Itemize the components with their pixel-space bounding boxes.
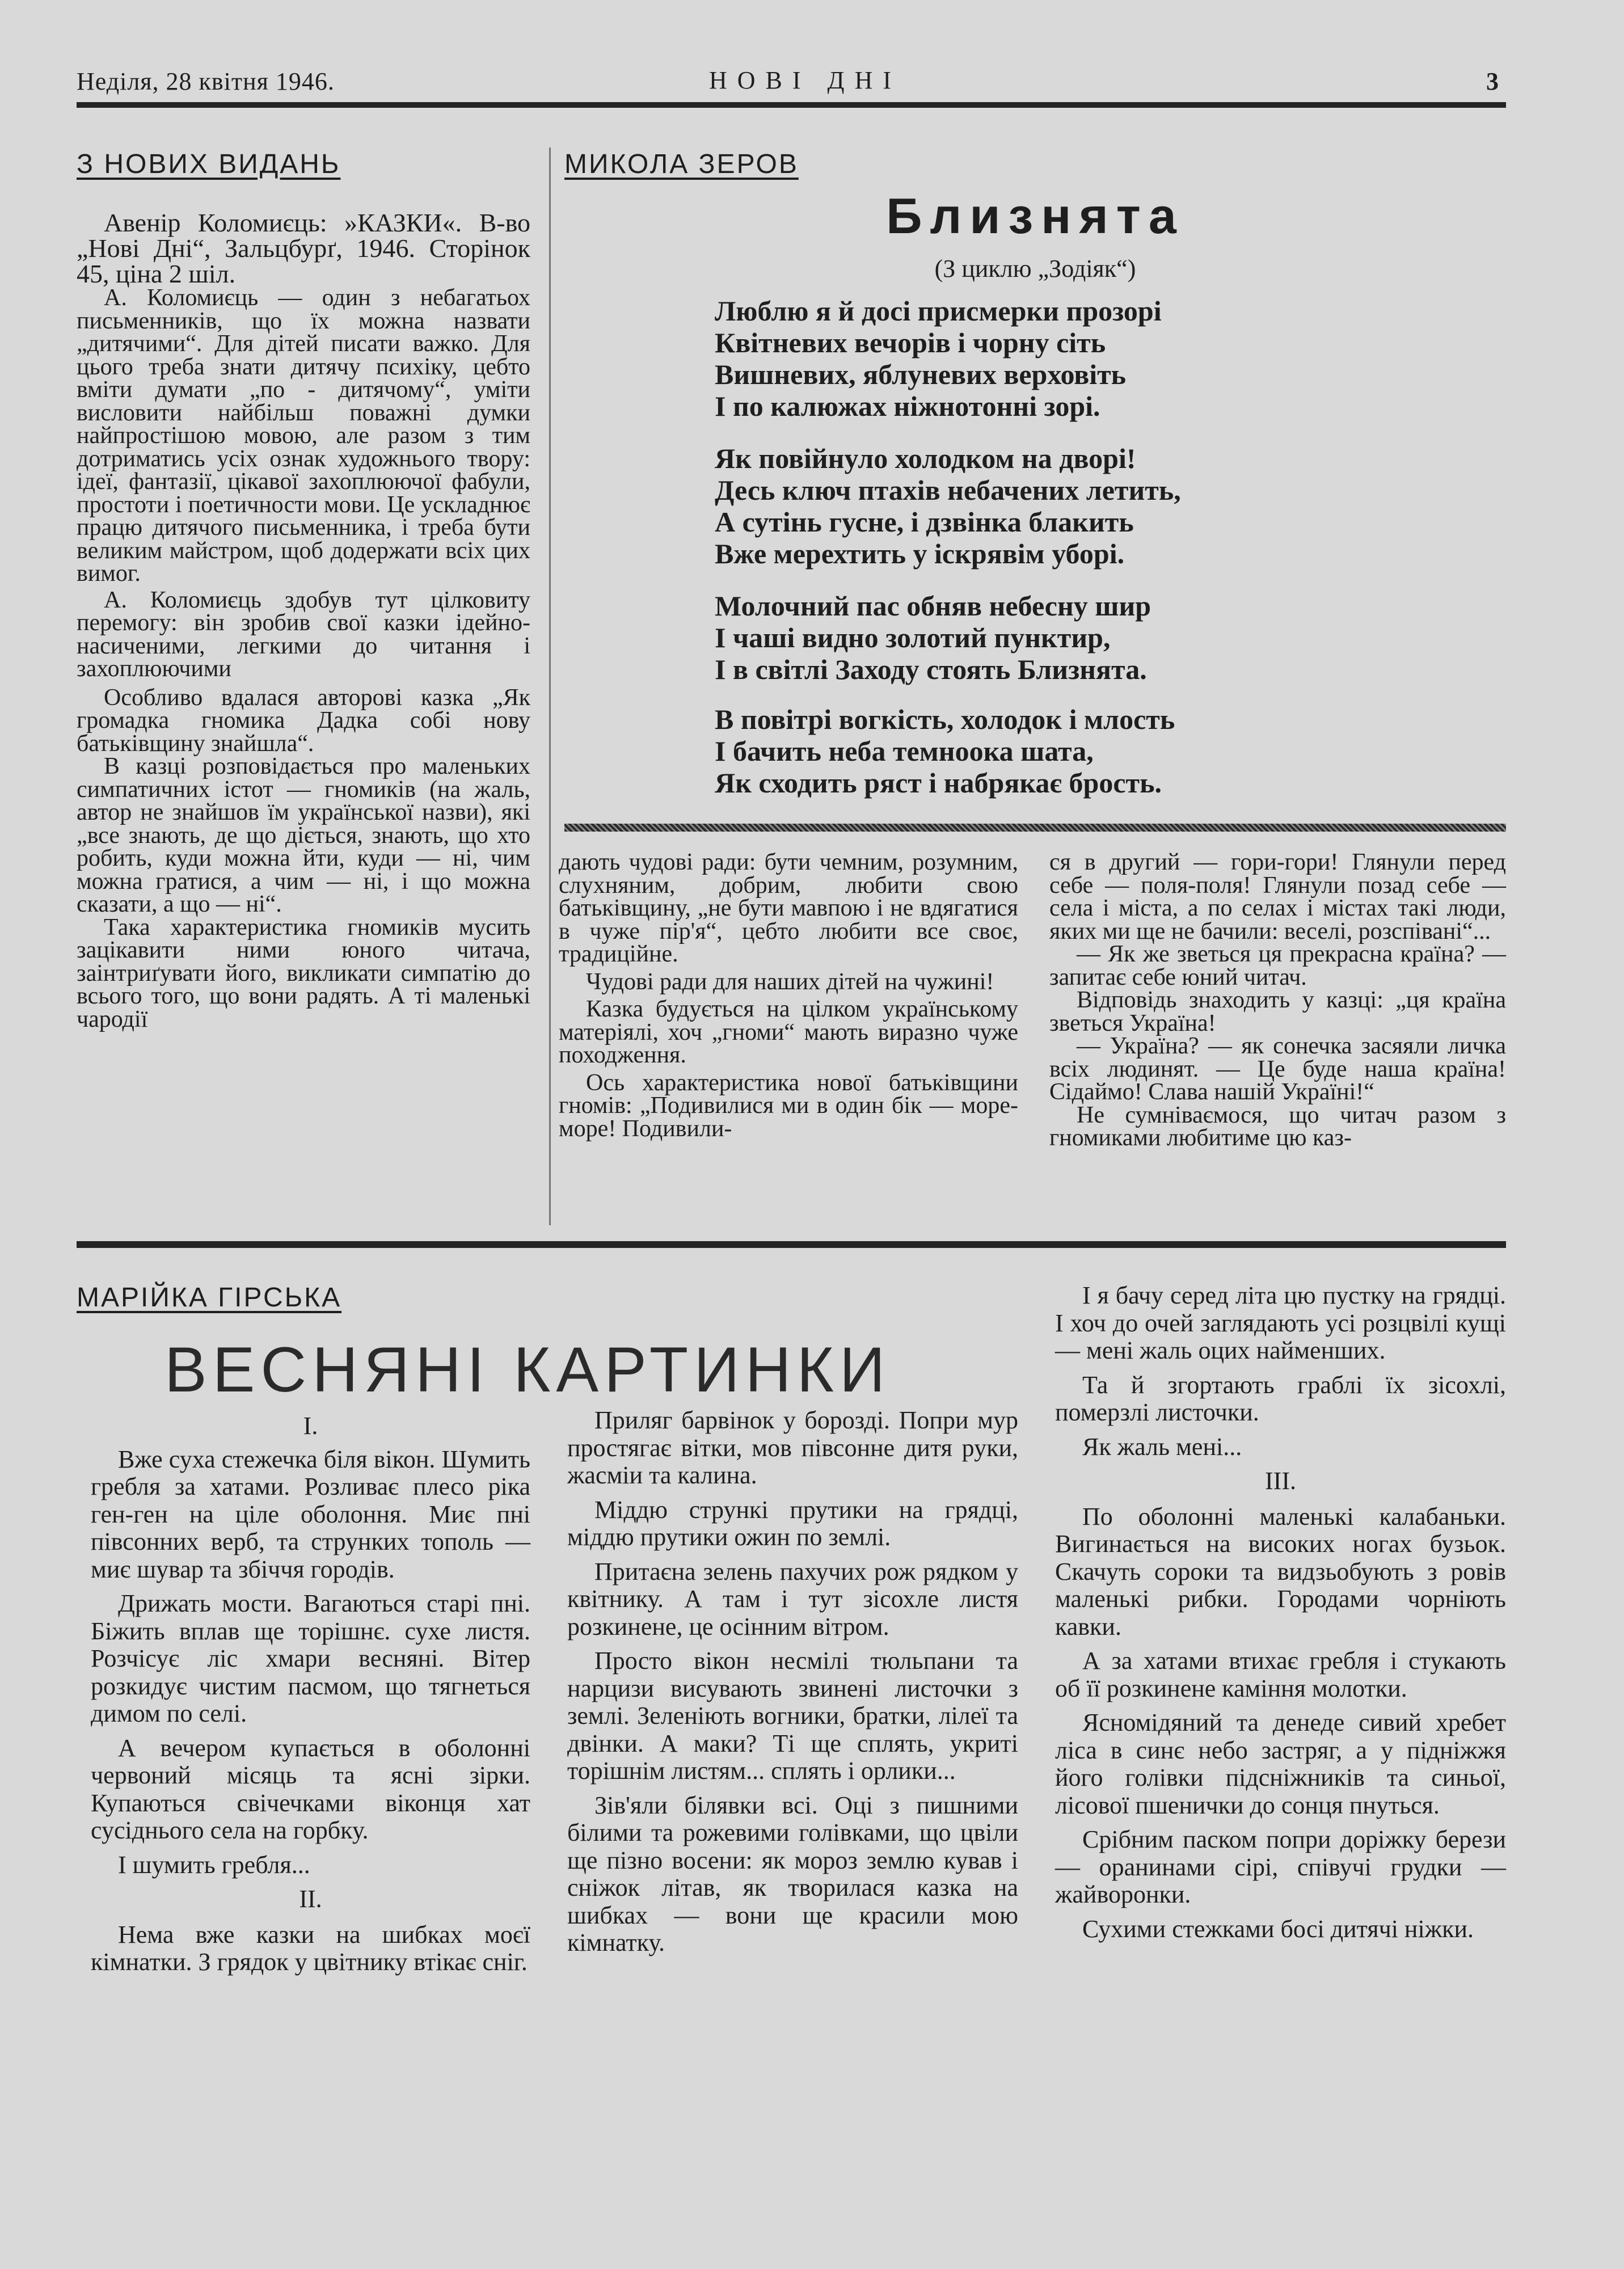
poem-line: Люблю я й досі присмерки прозорі xyxy=(715,295,1162,327)
newspaper-title: НОВІ ДНІ xyxy=(709,66,901,94)
story-paragraph: А вечером купається в оболонні червоний місяць та ясні зірки. Купаються свічечками віконця хат сусіднього села на горбку. xyxy=(91,1734,530,1844)
story-paragraph: І я бачу серед літа цю пустку на грядці. І хоч до очей заглядають усі розцвілі кущі — мені жаль оцих найменших. xyxy=(1055,1281,1506,1364)
review-paragraph: Не сумніваємося, що читач разом з гномиками любитиме цю каз- xyxy=(1049,1102,1506,1151)
poem-stanza xyxy=(715,703,1175,799)
story-paragraph: Зів'яли білявки всі. Оці з пишними білими та рожевими голівками, що цвіли ще пізно восени: як мороз землю кував і сніжок літав, як творилася казка на шибках — вони ще красили мою кімнатку. xyxy=(567,1791,1018,1956)
poem-line: І бачить неба темноока шата, xyxy=(715,735,1094,767)
issue-date: Неділя, 28 квітня 1946. xyxy=(77,68,335,95)
story-paragraph: По оболонні маленькі калабаньки. Вигинається на високих ногах бузьок. Скачуть сороки та видзьобують з ровів маленькі рибки. Городами чорніють кавки. xyxy=(1055,1502,1506,1640)
review-paragraph: — Як же зветься ця прекрасна країна? — запитає себе юний читач. xyxy=(1049,941,1506,990)
story-paragraph: Притаєна зелень пахучих рож рядком у квітнику. А там і тут зісохле листя розкинене, це осінним вітром. xyxy=(567,1557,1018,1640)
story-paragraph: Та й згортають граблі їх зісохлі, померзлі листочки. xyxy=(1055,1370,1506,1426)
review-paragraph: Така характеристика гномиків мусить зацікавити ними юного читача, заінтриґувати його, викликати симпатію до всього того, що вони радять. А ті маленькі чародії xyxy=(77,914,530,1032)
poem-stanza xyxy=(715,442,1181,570)
poem-line: В повітрі вогкість, холодок і млость xyxy=(715,703,1175,735)
story-paragraph: Просто вікон несмілі тюльпани та нарцизи висувають звинені листочки з землі. Зеленіють вогники, братки, лілеї та двінки. А маки? Ті ще сплять, укриті торішнім листям... сплять і орлики... xyxy=(567,1647,1018,1785)
poem-line: Як сходить ряст і набрякає брость. xyxy=(715,767,1162,799)
section-number: II. xyxy=(299,1885,322,1913)
review-lead: Авенір Коломиєць: »КАЗКИ«. В-во „Нові Дні“, Зальцбурґ, 1946. Сторінок 45, ціна 2 шіл. xyxy=(77,208,530,288)
poem-bottom-rule xyxy=(564,824,1506,832)
story-paragraph: Сухими стежками босі дитячі ніжки. xyxy=(1082,1914,1474,1943)
poem-line: І чаші видно золотий пунктир, xyxy=(715,622,1111,653)
poem-stanza xyxy=(715,295,1162,422)
story-paragraph: Приляг барвінок у борозді. Попри мур простягає вітки, мов півсонне дитя руки, жасміи та калина. xyxy=(567,1406,1018,1489)
poem-author: МИКОЛА ЗЕРОВ xyxy=(564,149,799,179)
poem-title: Близнята xyxy=(886,188,1184,244)
review-paragraph: А. Коломиєць здобув тут цілковиту перемогу: він зробив свої казки ідейно-насиченими, легкими до читання і захоплюючими xyxy=(77,587,530,682)
poem-stanza xyxy=(715,590,1151,685)
poem-line: Як повійнуло холодком на дворі! xyxy=(715,442,1136,474)
review-continuation-col2 xyxy=(559,851,1018,1140)
story-paragraph: Міддю стрункі прутики на грядці, міддю прутики ожин по землі. xyxy=(567,1495,1018,1551)
story-paragraph: І шумить гребля... xyxy=(118,1850,310,1879)
poem-line: Молочний пас обняв небесну шир xyxy=(715,590,1151,622)
section-number: III. xyxy=(1265,1467,1296,1495)
section-number: I. xyxy=(303,1412,318,1440)
poem-line: Десь ключ птахів небачених летить, xyxy=(715,474,1181,506)
story-author: МАРІЙКА ГІРСЬКА xyxy=(77,1283,342,1313)
poem-line: Квітневих вечорів і чорну сіть xyxy=(715,327,1106,359)
story-paragraph: А за хатами втихає гребля і стукають об її розкинене каміння молотки. xyxy=(1055,1647,1506,1702)
poem-line: А сутінь гусне, і дзвінка блакить xyxy=(715,506,1134,538)
review-paragraph: В казці розповідається про маленьких симпатичних істот — гномиків (на жаль, автор не знайшов їм української назви), які „все знають, де що діється, знають, що хто робить, куди можна йти, куди — ні, чим можна гратися, а чим — ні, і що можна сказати, а що — ні“. xyxy=(77,753,530,917)
review-continuation-col3 xyxy=(1049,851,1506,1150)
story-col2 xyxy=(567,1407,1018,1964)
review-paragraph: дають чудові ради: бути чемним, розумним, слухняним, добрим, любити свою батьківщину, „не бути мавпою і не вдягатися в чуже пір'я“, цебто любити все своє, традиційне. xyxy=(559,849,1018,967)
poem-line: І в світлі Заходу стоять Близнята. xyxy=(715,653,1147,685)
poem-line: Вже мерехтить у іскрявім уборі. xyxy=(715,538,1125,570)
story-paragraph: Дрижать мости. Вагаються старі пні. Біжить вплав ще торішнє. сухе листя. Розчісує ліс хмари весняні. Вітер розкидує чистим пасмом, що тягнеться димом по селі. xyxy=(91,1589,530,1727)
story-paragraph: Нема вже казки на шибках моєї кімнатки. З грядок у цвітнику втікає сніг. xyxy=(91,1920,530,1976)
section-rule xyxy=(77,1241,1506,1248)
review-paragraph: — Україна? — як сонечка засяяли личка всіх людинят. — Це буде наша країна! Сідаймо! Слава нашій Україні!“ xyxy=(1049,1033,1506,1105)
review-paragraph: А. Коломиєць — один з небагатьох письменників, що їх можна назвати „дитячими“. Для дітей писати важко. Для цього треба знати дитячу психіку, цебто вміти думати „по - дитячому“, уміти висловити найбільш поважні думки найпростішою мовою, але разом з тим дотриматись усіх ознак художнього твору: ідеї, фантазії, цікавої захоплюючої фабули, простоти і поетичности мови. Це ускладнює працю дитячого письменника, і треба бути великим майстром, щоб додержати всіх цих вимог. xyxy=(77,285,530,587)
story-col3 xyxy=(1055,1282,1506,1950)
column-divider xyxy=(549,147,551,1225)
story-paragraph: Вже суха стежечка біля вікон. Шумить гребля за хатами. Розливає плесо ріка ген-ген на ціле оболоння. Миє пні півсонних верб, та струнких тополь — миє шувар та збіччя городів. xyxy=(91,1445,530,1583)
masthead-rule xyxy=(77,102,1506,108)
review-paragraph: Особливо вдалася авторові казка „Як громадка гномика Дадка собі нову батьківщину знайшла“. xyxy=(77,684,530,757)
review-paragraph: Відповідь знаходить у казці: „ця країна зветься Україна! xyxy=(1049,987,1506,1036)
review-paragraph: Ось характеристика нової батьківщини гномів: „Подивилися ми в один бік — море-море! Подивили- xyxy=(559,1069,1018,1142)
poem-line: Вишневих, яблуневих верховіть xyxy=(715,359,1127,390)
review-paragraph: ся в другий — гори-гори! Глянули перед себе — поля-поля! Глянули позад себе — села і міста, а по селах і містах такі люди, яких ми ще не бачили: веселі, розспівані“... xyxy=(1049,849,1506,944)
story-paragraph: Ясномідяний та денеде сивий хребет ліса в синє небо застряг, а у підніжжя його голівки підсніжників та синьої, лісової пшенички до сонця пнуться. xyxy=(1055,1709,1506,1819)
review-section-title: З НОВИХ ВИДАНЬ xyxy=(77,149,341,179)
review-paragraph: Казка будується на цілком українському матеріялі, хоч „гноми“ мають виразно чуже походження. xyxy=(559,996,1018,1068)
poem-line: І по калюжах ніжнотонні зорі. xyxy=(715,390,1100,422)
story-title: ВЕСНЯНІ КАРТИНКИ xyxy=(164,1334,891,1405)
story-col1 xyxy=(91,1412,530,1983)
page-number: 3 xyxy=(1486,68,1499,95)
story-paragraph: Як жаль мені... xyxy=(1082,1432,1242,1461)
review-column xyxy=(77,210,530,1031)
poem-subtitle: (З циклю „Зодіяк“) xyxy=(934,255,1136,282)
story-paragraph: Срібним паском попри доріжку берези — оранинами сірі, співучі грудки — жайворонки. xyxy=(1055,1825,1506,1908)
review-paragraph: Чудові ради для наших дітей на чужині! xyxy=(586,968,994,995)
